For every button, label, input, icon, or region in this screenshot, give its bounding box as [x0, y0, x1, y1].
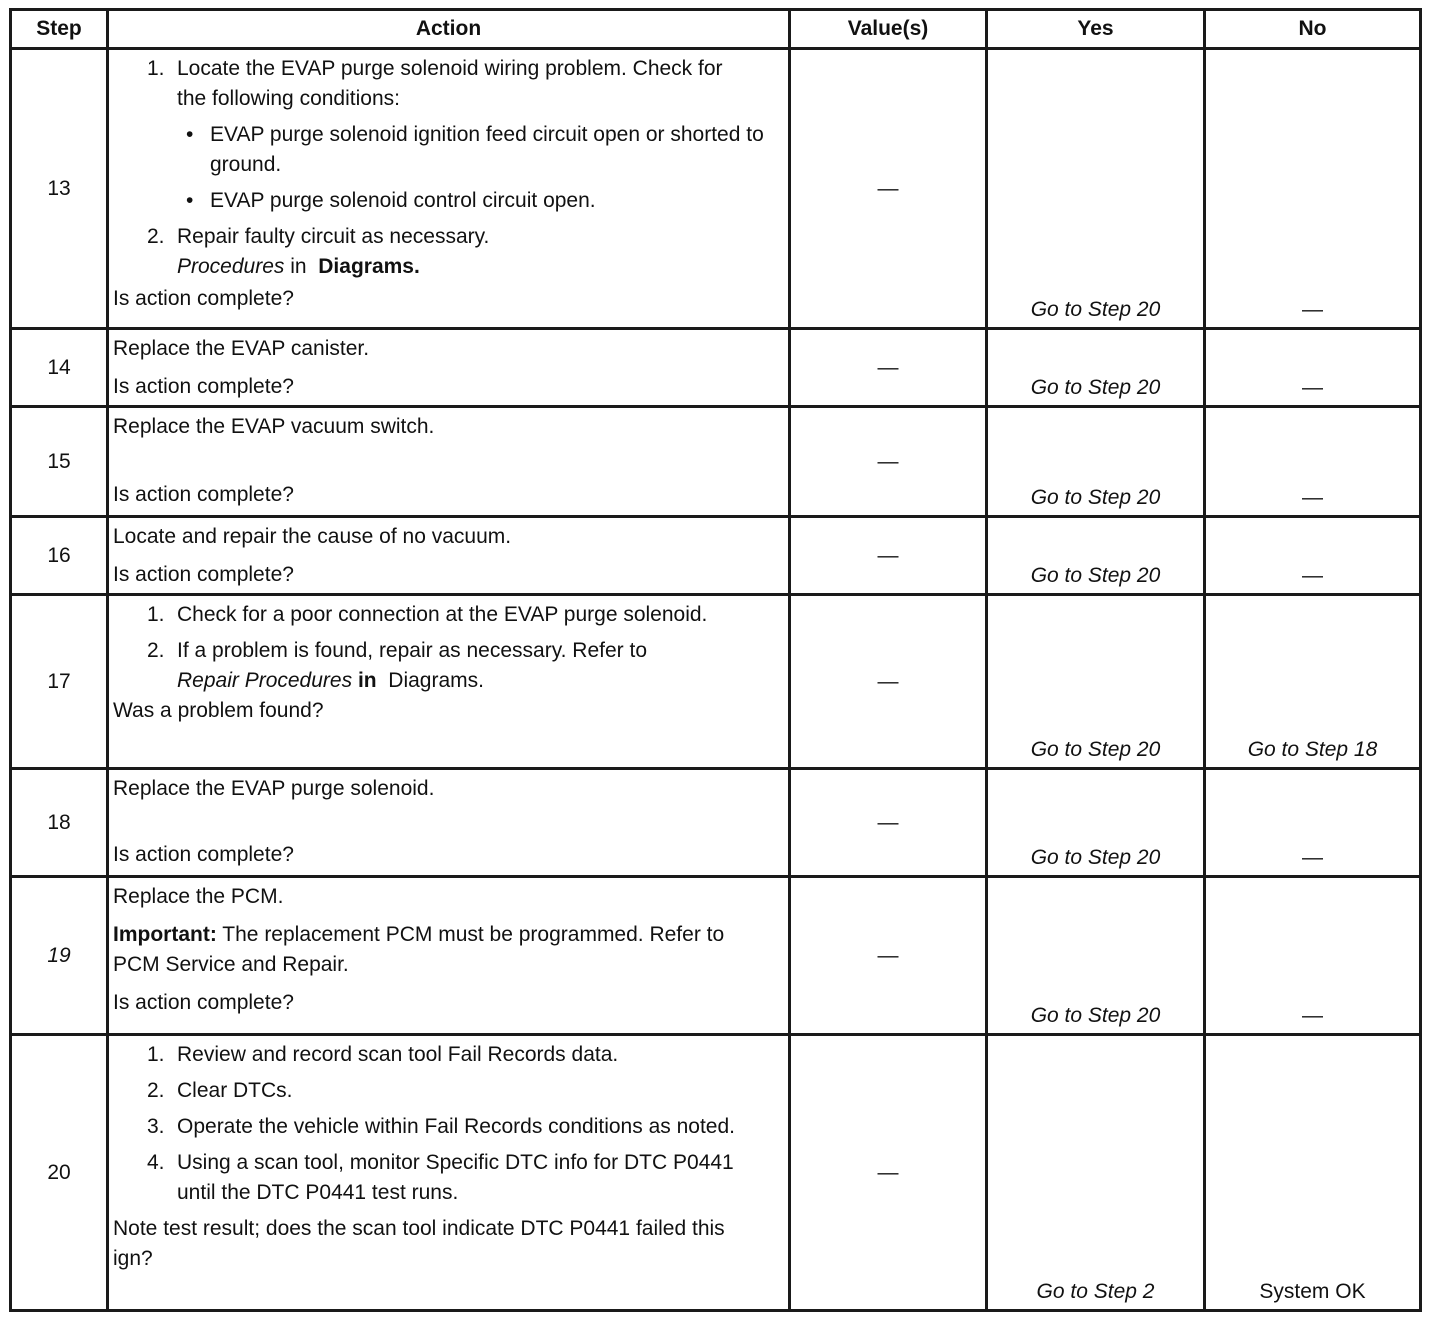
step-number: 17	[11, 595, 108, 769]
item-text: Clear DTCs.	[177, 1079, 293, 1102]
table-row	[11, 329, 1421, 407]
table-row	[11, 595, 1421, 769]
bullet-text: EVAP purge solenoid ignition feed circuit open or shorted to ground.	[210, 123, 764, 176]
question-text: Was a problem found?	[113, 699, 324, 722]
item-text: Operate the vehicle within Fail Records conditions as noted.	[177, 1115, 735, 1138]
no-cell: —	[1205, 329, 1421, 407]
diagnostic-table	[9, 8, 1422, 1312]
action-cell	[108, 329, 790, 407]
question-text: Is action complete?	[113, 843, 294, 866]
value-cell: —	[790, 407, 987, 517]
table-row	[11, 407, 1421, 517]
value-cell: —	[790, 877, 987, 1035]
numbered-item: 1. Locate the EVAP purge solenoid wiring problem. Check for the following conditions:	[147, 57, 723, 110]
no-cell: System OK	[1205, 1035, 1421, 1311]
numbered-item: 2. Repair faulty circuit as necessary.	[147, 225, 490, 248]
action-cell	[108, 517, 790, 595]
question-text: Is action complete?	[113, 991, 294, 1014]
no-cell: —	[1205, 407, 1421, 517]
question-text: Note test result; does the scan tool indicate DTC P0441 failed this ign?	[113, 1217, 725, 1270]
step-number: 18	[11, 769, 108, 877]
table-row	[11, 49, 1421, 329]
table-row	[11, 517, 1421, 595]
value-cell: —	[790, 595, 987, 769]
numbered-item: 3. Operate the vehicle within Fail Records conditions as noted.	[147, 1115, 735, 1138]
yes-cell: Go to Step 2	[987, 1035, 1205, 1311]
table-row	[11, 877, 1421, 1035]
step-number: 20	[11, 1035, 108, 1311]
important-note	[113, 920, 763, 980]
action-text: Replace the EVAP purge solenoid.	[113, 777, 435, 800]
item-text: If a problem is found, repair as necessary. Refer to	[177, 639, 647, 662]
reference-italic: Repair Procedures	[177, 669, 353, 692]
reference-line	[113, 252, 782, 282]
bullet-item	[113, 186, 782, 216]
no-cell: —	[1205, 49, 1421, 329]
reference-bold: Diagrams.	[318, 255, 420, 278]
action-cell	[108, 49, 790, 329]
yes-cell: Go to Step 20	[987, 407, 1205, 517]
table-row	[11, 769, 1421, 877]
bullet-item	[113, 120, 770, 180]
bullet-icon: •	[186, 123, 194, 146]
action-cell	[108, 407, 790, 517]
question-text: Is action complete?	[113, 563, 294, 586]
no-cell: —	[1205, 877, 1421, 1035]
action-cell	[108, 1035, 790, 1311]
reference-italic: Procedures	[177, 255, 285, 278]
reference-in: in	[290, 255, 307, 278]
bullet-icon: •	[186, 189, 194, 212]
yes-cell: Go to Step 20	[987, 49, 1205, 329]
important-label: Important:	[113, 923, 217, 946]
numbered-item: 1. Check for a poor connection at the EVAP purge solenoid.	[147, 603, 708, 626]
question-text: Is action complete?	[113, 375, 294, 398]
value-cell: —	[790, 329, 987, 407]
important-text: The replacement PCM must be programmed. Refer to PCM Service and Repair.	[113, 923, 725, 976]
step-number: 16	[11, 517, 108, 595]
step-number: 14	[11, 329, 108, 407]
action-text: Locate and repair the cause of no vacuum.	[113, 525, 512, 548]
reference-tail: Diagrams.	[388, 669, 484, 692]
reference-in: in	[357, 669, 377, 692]
item-text: Using a scan tool, monitor Specific DTC info for DTC P0441 until the DTC P0441 test runs.	[177, 1151, 734, 1204]
item-text: Check for a poor connection at the EVAP purge solenoid.	[177, 603, 708, 626]
no-cell: —	[1205, 769, 1421, 877]
numbered-item: 1. Review and record scan tool Fail Records data.	[147, 1043, 619, 1066]
action-text: Replace the EVAP vacuum switch.	[113, 415, 435, 438]
yes-cell: Go to Step 20	[987, 517, 1205, 595]
numbered-item: 2. If a problem is found, repair as necessary. Refer to	[147, 639, 647, 662]
action-cell	[108, 769, 790, 877]
value-cell: —	[790, 769, 987, 877]
bullet-text: EVAP purge solenoid control circuit open.	[210, 189, 596, 212]
step-number: 15	[11, 407, 108, 517]
question-text: Is action complete?	[113, 287, 294, 310]
reference-line	[113, 666, 782, 696]
item-text: Repair faulty circuit as necessary.	[177, 225, 490, 248]
yes-cell: Go to Step 20	[987, 329, 1205, 407]
action-cell	[108, 877, 790, 1035]
item-text: Review and record scan tool Fail Records data.	[177, 1043, 619, 1066]
value-cell: —	[790, 49, 987, 329]
header-step: Step	[11, 10, 108, 49]
yes-cell: Go to Step 20	[987, 877, 1205, 1035]
numbered-item: 2. Clear DTCs.	[147, 1079, 293, 1102]
action-cell	[108, 595, 790, 769]
header-no: No	[1205, 10, 1421, 49]
no-cell: Go to Step 18	[1205, 595, 1421, 769]
action-text: Replace the PCM.	[113, 885, 284, 908]
diagnostic-table-container	[9, 8, 1422, 1312]
header-yes: Yes	[987, 10, 1205, 49]
no-cell: —	[1205, 517, 1421, 595]
numbered-item: 4. Using a scan tool, monitor Specific DTC info for DTC P0441 until the DTC P0441 test runs.	[147, 1151, 734, 1204]
step-number: 13	[11, 49, 108, 329]
header-row	[11, 10, 1421, 49]
value-cell: —	[790, 517, 987, 595]
table-row	[11, 1035, 1421, 1311]
value-cell: —	[790, 1035, 987, 1311]
action-text: Replace the EVAP canister.	[113, 337, 370, 360]
item-text: Locate the EVAP purge solenoid wiring problem. Check for the following conditions:	[177, 57, 723, 110]
question-text: Is action complete?	[113, 483, 294, 506]
header-action: Action	[108, 10, 790, 49]
yes-cell: Go to Step 20	[987, 769, 1205, 877]
step-number: 19	[11, 877, 108, 1035]
yes-cell: Go to Step 20	[987, 595, 1205, 769]
header-values: Value(s)	[790, 10, 987, 49]
